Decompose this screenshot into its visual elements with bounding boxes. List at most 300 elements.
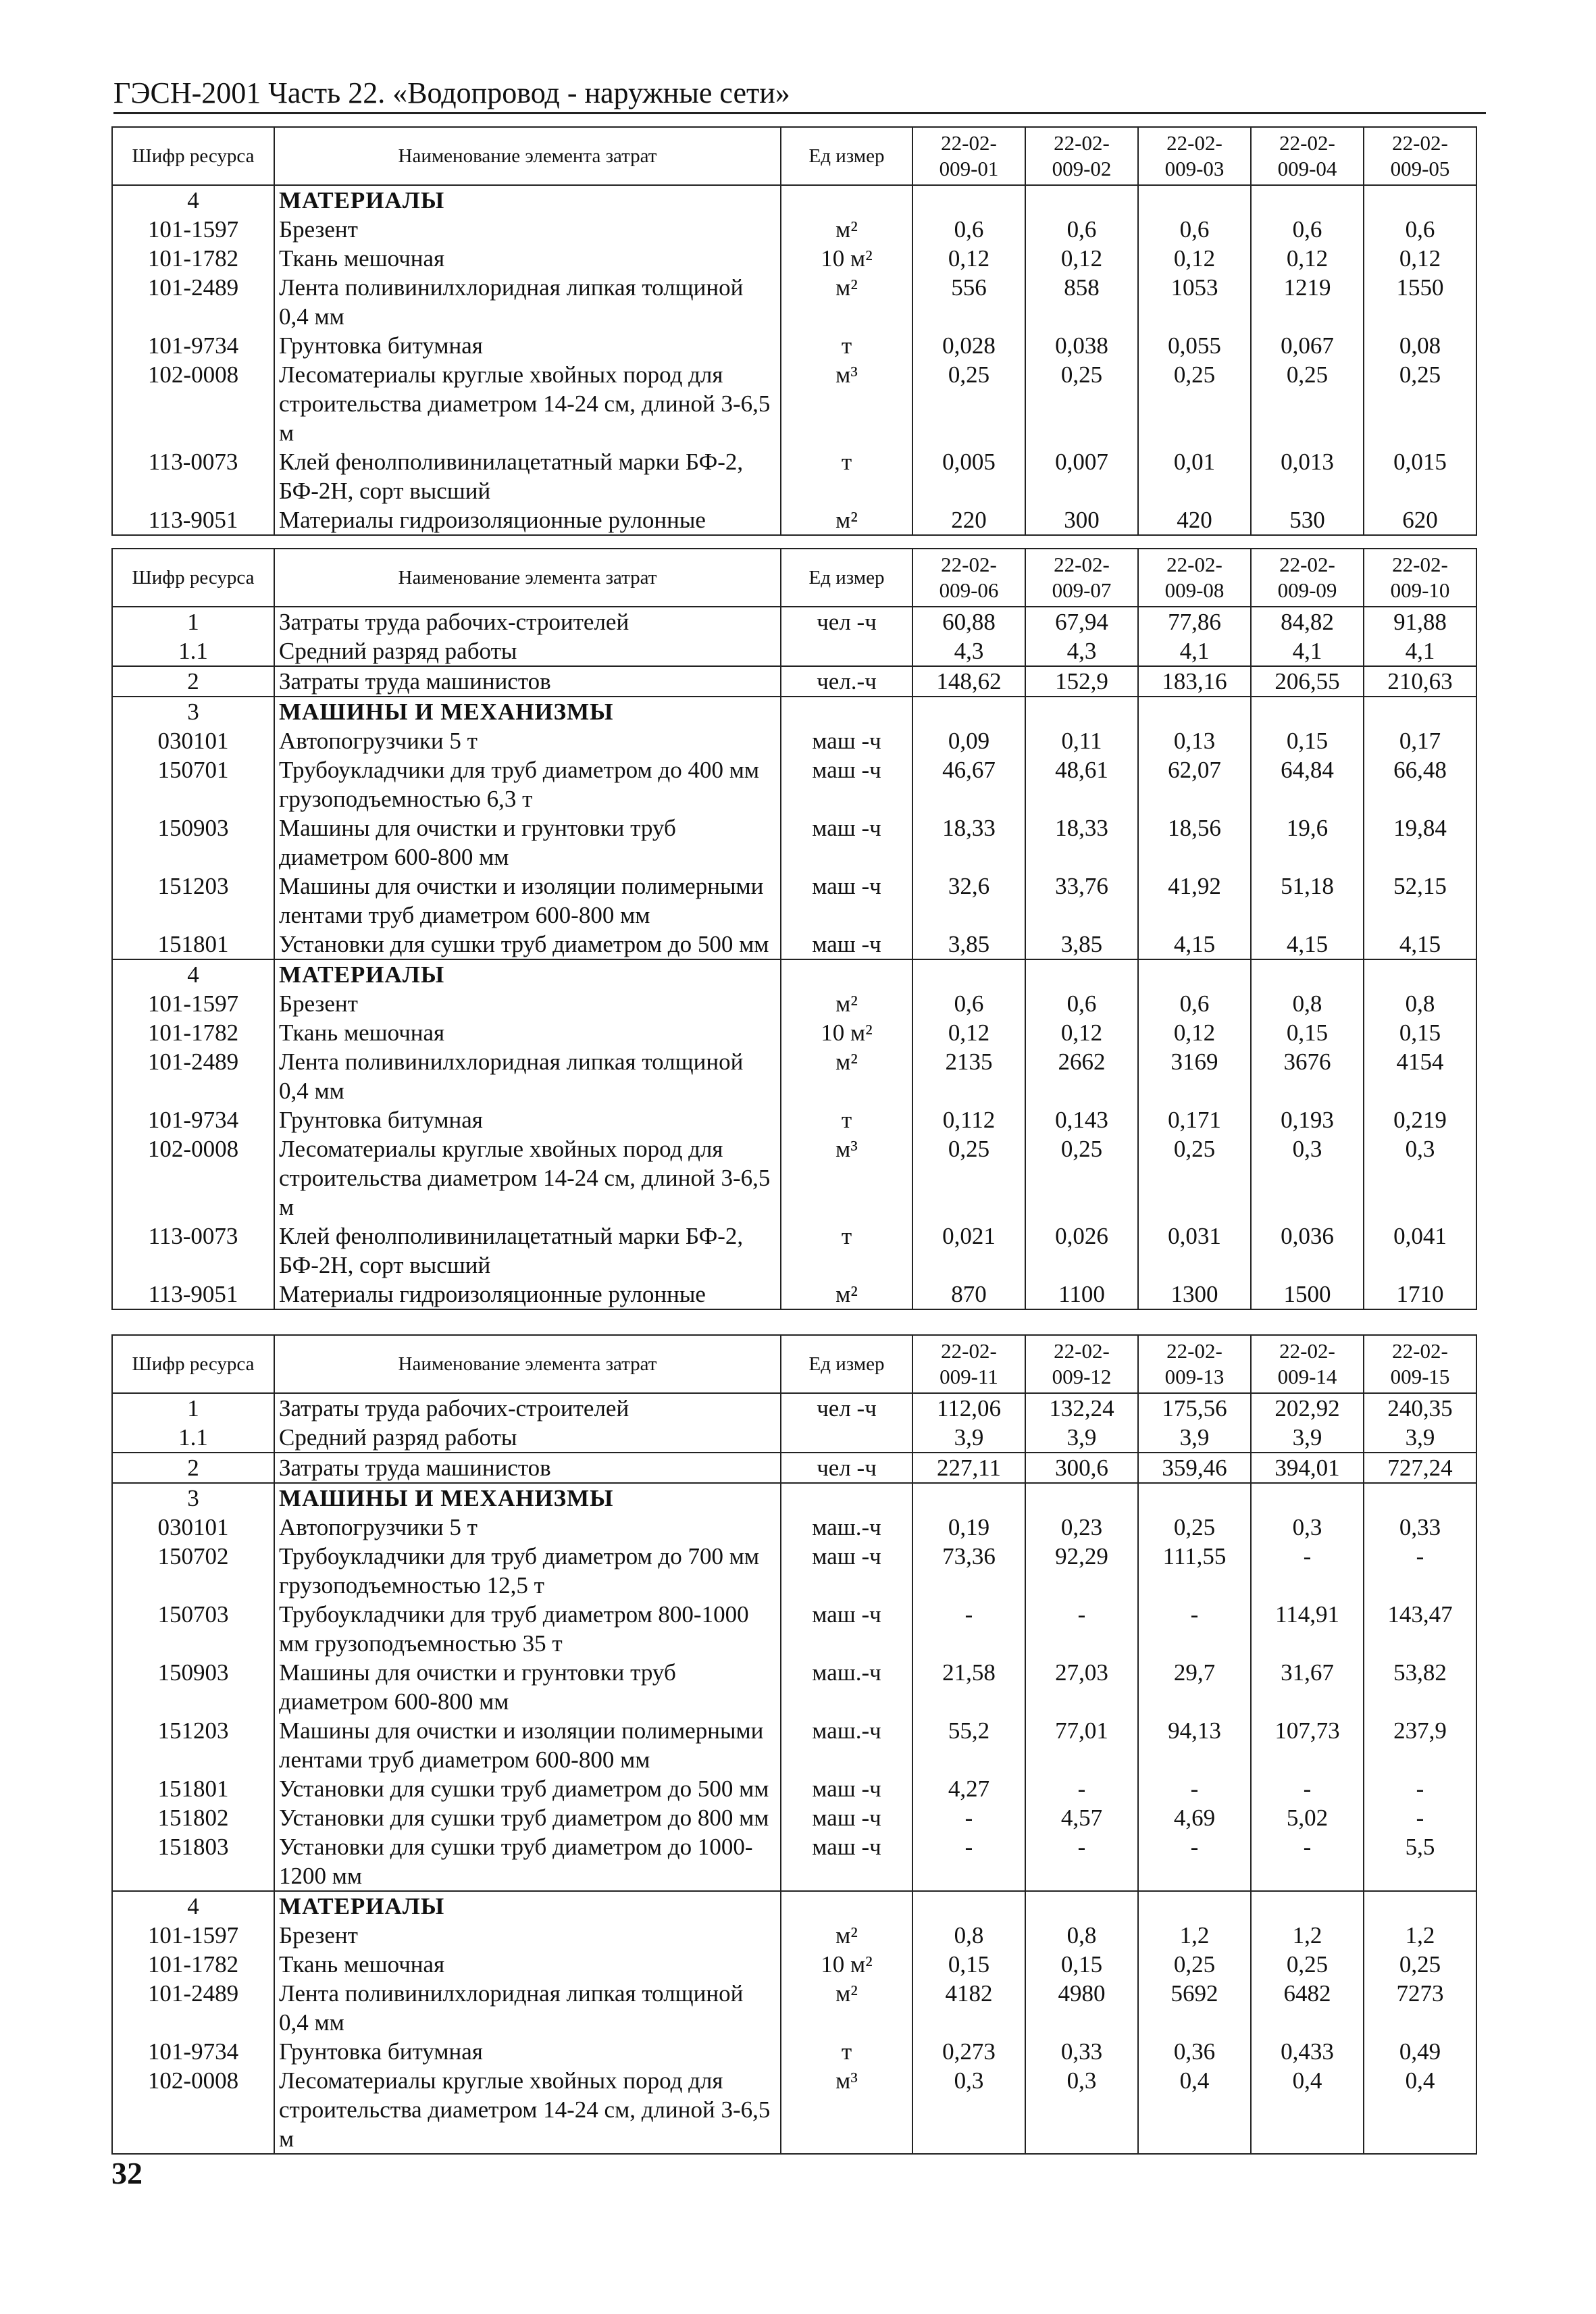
norm-value: 0,11 (1025, 726, 1138, 755)
norm-code-part-1: 22-02- (1392, 1339, 1448, 1363)
norm-value: 1550 (1364, 273, 1476, 331)
norm-value: 0,219 (1364, 1105, 1476, 1134)
resource-name: Брезент (274, 989, 781, 1018)
table-row (112, 1134, 1476, 1222)
resource-code: 1.1 (112, 636, 274, 666)
norm-value: 0,6 (1251, 215, 1364, 244)
norm-code-header (1138, 549, 1251, 607)
norm-code-header (1251, 127, 1364, 185)
norm-value (1138, 697, 1251, 726)
norm-value: 1,2 (1251, 1921, 1364, 1950)
unit-of-measure: т (781, 2037, 912, 2066)
norm-value: 1100 (1025, 1280, 1138, 1309)
resource-name: Установки для сушки труб диаметром до 500 мм (274, 930, 781, 959)
norm-value (1251, 697, 1364, 726)
norm-value: - (912, 1803, 1025, 1832)
norm-value: 394,01 (1251, 1453, 1364, 1483)
norm-value: - (1364, 1542, 1476, 1600)
resource-code: 151203 (112, 1716, 274, 1774)
table-row (112, 447, 1476, 505)
norm-value: 0,4 (1251, 2066, 1364, 2154)
norm-value (1025, 1483, 1138, 1513)
table-row (112, 1803, 1476, 1832)
unit-of-measure: м³ (781, 1134, 912, 1222)
norm-value (912, 697, 1025, 726)
table-row (112, 244, 1476, 273)
unit-of-measure: маш.-ч (781, 1716, 912, 1774)
unit-of-measure: м³ (781, 360, 912, 447)
norm-value: 64,84 (1251, 755, 1364, 813)
norm-value: 0,3 (1251, 1134, 1364, 1222)
norm-value: 84,82 (1251, 607, 1364, 636)
unit-of-measure: чел -ч (781, 1453, 912, 1483)
norm-value: - (1364, 1774, 1476, 1803)
unit-of-measure: м² (781, 1979, 912, 2037)
column-header-name: Наименование элемента затрат (274, 1335, 781, 1393)
section-row (112, 185, 1476, 215)
norm-value: 2135 (912, 1047, 1025, 1105)
norm-code-header (1251, 1335, 1364, 1393)
resource-code: 1 (112, 1393, 274, 1423)
section-title: МАТЕРИАЛЫ (274, 1891, 781, 1921)
resource-name: Грунтовка битумная (274, 2037, 781, 2066)
norm-value: 0,25 (1364, 360, 1476, 447)
norm-value: 300,6 (1025, 1453, 1138, 1483)
resource-code: 150702 (112, 1542, 274, 1600)
norm-value: 0,038 (1025, 331, 1138, 360)
table-row (112, 1979, 1476, 2037)
norm-value: 0,25 (1025, 360, 1138, 447)
norm-value: 1,2 (1138, 1921, 1251, 1950)
norm-value: 0,013 (1251, 447, 1364, 505)
norm-value: 0,15 (1025, 1950, 1138, 1979)
resource-name: Материалы гидроизоляционные рулонные (274, 505, 781, 535)
unit-of-measure: т (781, 331, 912, 360)
unit-of-measure: 10 м² (781, 1950, 912, 1979)
norm-value: 0,25 (912, 360, 1025, 447)
norm-value: 0,25 (1364, 1950, 1476, 1979)
resource-code: 102-0008 (112, 360, 274, 447)
table-row (112, 1921, 1476, 1950)
norm-code-part-2: 009-10 (1390, 578, 1450, 602)
norm-value: 0,09 (912, 726, 1025, 755)
norm-value: 152,9 (1025, 666, 1138, 697)
table-row (112, 505, 1476, 535)
resource-name: Машины для очистки и грунтовки труб диаметром 600-800 мм (274, 1658, 781, 1716)
norm-code-header (1138, 1335, 1251, 1393)
norm-value (912, 1891, 1025, 1921)
norm-code-part-1: 22-02- (1279, 131, 1335, 155)
norm-code-part-1: 22-02- (1392, 553, 1448, 576)
norm-value: - (912, 1832, 1025, 1891)
norm-code-part-2: 009-04 (1277, 157, 1337, 180)
unit-of-measure (781, 1483, 912, 1513)
norm-value: 111,55 (1138, 1542, 1251, 1600)
norm-value: 3169 (1138, 1047, 1251, 1105)
resource-name: Трубоукладчики для труб диаметром до 700 мм грузоподъемностью 12,5 т (274, 1542, 781, 1600)
norm-value: - (1138, 1600, 1251, 1658)
table-row (112, 930, 1476, 959)
norm-value: 3,9 (1138, 1423, 1251, 1453)
norm-value (1251, 959, 1364, 989)
resource-name: Лесоматериалы круглые хвойных пород для строительства диаметром 14-24 см, длиной 3-6,5 м (274, 1134, 781, 1222)
unit-of-measure: маш -ч (781, 755, 912, 813)
resource-code: 101-1597 (112, 215, 274, 244)
unit-of-measure: м² (781, 1047, 912, 1105)
resource-code: 101-9734 (112, 2037, 274, 2066)
norm-value: 0,433 (1251, 2037, 1364, 2066)
resource-name: Грунтовка битумная (274, 331, 781, 360)
unit-of-measure: маш.-ч (781, 1513, 912, 1542)
resource-name: Затраты труда рабочих-строителей (274, 1393, 781, 1423)
resource-code: 151801 (112, 1774, 274, 1803)
resource-code: 113-0073 (112, 447, 274, 505)
norm-value: 0,25 (1251, 1950, 1364, 1979)
norm-value: 0,028 (912, 331, 1025, 360)
norm-value: 0,15 (912, 1950, 1025, 1979)
unit-of-measure (781, 1891, 912, 1921)
resource-name: Средний разряд работы (274, 636, 781, 666)
resource-name: Затраты труда рабочих-строителей (274, 607, 781, 636)
norm-value (1251, 1891, 1364, 1921)
resource-name: Трубоукладчики для труб диаметром 800-1000 мм грузоподъемностью 35 т (274, 1600, 781, 1658)
norm-value: 19,6 (1251, 813, 1364, 872)
resource-code: 151801 (112, 930, 274, 959)
unit-of-measure: м² (781, 215, 912, 244)
norm-value: 0,25 (912, 1134, 1025, 1222)
resource-code: 3 (112, 1483, 274, 1513)
column-header-code: Шифр ресурса (112, 1335, 274, 1393)
resource-code: 030101 (112, 726, 274, 755)
norm-value: 240,35 (1364, 1393, 1476, 1423)
norm-value: 62,07 (1138, 755, 1251, 813)
norm-value: 0,13 (1138, 726, 1251, 755)
norm-value: 0,6 (912, 215, 1025, 244)
header-row (112, 549, 1476, 607)
unit-of-measure (781, 636, 912, 666)
unit-of-measure (781, 1423, 912, 1453)
norm-value: 0,8 (1251, 989, 1364, 1018)
norm-code-header (1025, 549, 1138, 607)
norm-value: 4,69 (1138, 1803, 1251, 1832)
table-row (112, 1280, 1476, 1309)
norm-value: 77,01 (1025, 1716, 1138, 1774)
table-row (112, 755, 1476, 813)
resource-name: Лента поливинилхлоридная липкая толщиной 0,4 мм (274, 273, 781, 331)
norm-value: 51,18 (1251, 872, 1364, 930)
norm-value: 4154 (1364, 1047, 1476, 1105)
norm-code-part-1: 22-02- (941, 131, 997, 155)
norm-value: 0,036 (1251, 1222, 1364, 1280)
norm-value: 3,9 (912, 1423, 1025, 1453)
norm-value: 206,55 (1251, 666, 1364, 697)
resource-name: Затраты труда машинистов (274, 666, 781, 697)
norm-code-header (1364, 549, 1476, 607)
resource-code: 150903 (112, 1658, 274, 1716)
norm-value: 1710 (1364, 1280, 1476, 1309)
section-row (112, 697, 1476, 726)
section-title: МАТЕРИАЛЫ (274, 959, 781, 989)
resource-name: Трубоукладчики для труб диаметром до 400 мм грузоподъемностью 6,3 т (274, 755, 781, 813)
norm-value: 91,88 (1364, 607, 1476, 636)
resource-name: Лента поливинилхлоридная липкая толщиной 0,4 мм (274, 1047, 781, 1105)
norm-value: 0,055 (1138, 331, 1251, 360)
norm-value: 3,9 (1025, 1423, 1138, 1453)
norm-value: 0,08 (1364, 331, 1476, 360)
resource-name: Лента поливинилхлоридная липкая толщиной 0,4 мм (274, 1979, 781, 2037)
unit-of-measure: чел.-ч (781, 666, 912, 697)
norm-value: - (1025, 1774, 1138, 1803)
resource-name: Брезент (274, 1921, 781, 1950)
norm-value: - (1025, 1832, 1138, 1891)
table-row (112, 2037, 1476, 2066)
norm-value: - (1251, 1774, 1364, 1803)
norm-value: 0,4 (1364, 2066, 1476, 2154)
table-row (112, 331, 1476, 360)
resource-code: 101-2489 (112, 1047, 274, 1105)
column-header-code: Шифр ресурса (112, 127, 274, 185)
resource-name: Машины для очистки и изоляции полимерными лентами труб диаметром 600-800 мм (274, 1716, 781, 1774)
norm-value (1364, 1891, 1476, 1921)
unit-of-measure (781, 959, 912, 989)
resource-code: 030101 (112, 1513, 274, 1542)
norm-value: 4,27 (912, 1774, 1025, 1803)
header-row (112, 1335, 1476, 1393)
norm-value: 1053 (1138, 273, 1251, 331)
norm-value: 556 (912, 273, 1025, 331)
norm-code-header (1025, 127, 1138, 185)
norm-value: 148,62 (912, 666, 1025, 697)
resource-code: 151203 (112, 872, 274, 930)
resource-name: Грунтовка битумная (274, 1105, 781, 1134)
table-row (112, 872, 1476, 930)
norm-code-part-1: 22-02- (1166, 1339, 1222, 1363)
resource-name: Установки для сушки труб диаметром до 500 мм (274, 1774, 781, 1803)
norm-value: 3,85 (912, 930, 1025, 959)
norm-value: 32,6 (912, 872, 1025, 930)
unit-of-measure: м² (781, 505, 912, 535)
column-header-name: Наименование элемента затрат (274, 127, 781, 185)
page-number: 32 (111, 2156, 143, 2190)
norm-value: 18,33 (912, 813, 1025, 872)
resource-name: Клей фенолполивинилацетатный марки БФ-2, БФ-2Н, сорт высший (274, 447, 781, 505)
norm-value: 3,9 (1364, 1423, 1476, 1453)
resource-name: Машины для очистки и грунтовки труб диаметром 600-800 мм (274, 813, 781, 872)
unit-of-measure: чел -ч (781, 607, 912, 636)
norm-value: 132,24 (1025, 1393, 1138, 1423)
norm-value: - (1364, 1803, 1476, 1832)
norm-value: 0,36 (1138, 2037, 1251, 2066)
norm-value: 4980 (1025, 1979, 1138, 2037)
norm-code-part-2: 009-08 (1164, 578, 1225, 602)
norm-value (1025, 185, 1138, 215)
page-header-title: ГЭСН-2001 Часть 22. «Водопровод - наружные сети» (113, 76, 790, 109)
norm-code-part-2: 009-05 (1390, 157, 1450, 180)
norm-value: 6482 (1251, 1979, 1364, 2037)
norm-value (1025, 1891, 1138, 1921)
section-row (112, 1483, 1476, 1513)
norm-value: 420 (1138, 505, 1251, 535)
resource-code: 101-1597 (112, 989, 274, 1018)
norm-value: 4,15 (1138, 930, 1251, 959)
resource-code: 102-0008 (112, 1134, 274, 1222)
resource-name: Ткань мешочная (274, 1950, 781, 1979)
norm-value: 46,67 (912, 755, 1025, 813)
norm-code-header (1364, 1335, 1476, 1393)
resource-name: Средний разряд работы (274, 1423, 781, 1453)
resource-code: 4 (112, 1891, 274, 1921)
unit-of-measure: м² (781, 989, 912, 1018)
resource-name: Ткань мешочная (274, 244, 781, 273)
resource-name: Машины для очистки и изоляции полимерными лентами труб диаметром 600-800 мм (274, 872, 781, 930)
norm-value: 18,33 (1025, 813, 1138, 872)
norm-value: 92,29 (1025, 1542, 1138, 1600)
norm-value: 3,9 (1251, 1423, 1364, 1453)
norm-value: 727,24 (1364, 1453, 1476, 1483)
norm-value (912, 959, 1025, 989)
table-row (112, 1105, 1476, 1134)
norm-code-header (912, 1335, 1025, 1393)
norm-value (1251, 185, 1364, 215)
column-header-unit: Ед измер (781, 549, 912, 607)
norm-code-part-2: 009-14 (1277, 1365, 1337, 1388)
norm-value: 0,3 (912, 2066, 1025, 2154)
norm-value: 0,12 (912, 244, 1025, 273)
table-row (112, 607, 1476, 636)
norm-value: 0,15 (1251, 726, 1364, 755)
table-row (112, 1393, 1476, 1423)
table-row (112, 1600, 1476, 1658)
table-row (112, 813, 1476, 872)
unit-of-measure: т (781, 447, 912, 505)
resource-code: 151803 (112, 1832, 274, 1891)
norm-value: 66,48 (1364, 755, 1476, 813)
resource-code: 4 (112, 959, 274, 989)
unit-of-measure: маш -ч (781, 1600, 912, 1658)
norm-code-part-1: 22-02- (1392, 131, 1448, 155)
column-header-unit: Ед измер (781, 127, 912, 185)
resource-code: 2 (112, 666, 274, 697)
norm-value: 359,46 (1138, 1453, 1251, 1483)
norm-value: 0,19 (912, 1513, 1025, 1542)
resource-code: 101-1782 (112, 1950, 274, 1979)
table-row (112, 215, 1476, 244)
norm-value: 29,7 (1138, 1658, 1251, 1716)
table-row (112, 1423, 1476, 1453)
resource-code: 150903 (112, 813, 274, 872)
unit-of-measure: м³ (781, 2066, 912, 2154)
norm-code-part-1: 22-02- (1054, 131, 1110, 155)
norm-value: 0,25 (1251, 360, 1364, 447)
norm-value: 858 (1025, 273, 1138, 331)
norm-value: 143,47 (1364, 1600, 1476, 1658)
norm-value: 0,33 (1025, 2037, 1138, 2066)
unit-of-measure (781, 697, 912, 726)
norm-value: 3676 (1251, 1047, 1364, 1105)
norm-code-part-1: 22-02- (941, 1339, 997, 1363)
column-header-code: Шифр ресурса (112, 549, 274, 607)
resource-code: 150703 (112, 1600, 274, 1658)
norm-code-part-1: 22-02- (1054, 1339, 1110, 1363)
norm-value: 1,2 (1364, 1921, 1476, 1950)
norm-value: 620 (1364, 505, 1476, 535)
norm-value: 0,25 (1138, 1950, 1251, 1979)
norm-code-header (1025, 1335, 1138, 1393)
norm-value: 0,25 (1025, 1134, 1138, 1222)
norm-value: 300 (1025, 505, 1138, 535)
norm-value: 0,12 (1364, 244, 1476, 273)
norm-code-header (912, 127, 1025, 185)
resource-code: 1.1 (112, 1423, 274, 1453)
table-row (112, 636, 1476, 666)
norm-value: 4,15 (1251, 930, 1364, 959)
norm-value: 0,6 (1138, 215, 1251, 244)
norm-code-part-2: 009-02 (1052, 157, 1112, 180)
unit-of-measure: м² (781, 273, 912, 331)
resource-code: 101-1782 (112, 244, 274, 273)
resource-name: Лесоматериалы круглые хвойных пород для строительства диаметром 14-24 см, длиной 3-6,5 м (274, 360, 781, 447)
norm-code-part-2: 009-07 (1052, 578, 1112, 602)
norm-code-part-1: 22-02- (941, 553, 997, 576)
resource-code: 3 (112, 697, 274, 726)
norm-value: 0,12 (1251, 244, 1364, 273)
norm-value: 5,02 (1251, 1803, 1364, 1832)
table-row (112, 1716, 1476, 1774)
resource-code: 150701 (112, 755, 274, 813)
section-title: МАШИНЫ И МЕХАНИЗМЫ (274, 697, 781, 726)
resource-code: 101-2489 (112, 273, 274, 331)
resource-name: Автопогрузчики 5 т (274, 1513, 781, 1542)
norm-value (1364, 697, 1476, 726)
norm-value: 0,026 (1025, 1222, 1138, 1280)
norm-value: 0,015 (1364, 447, 1476, 505)
resource-name: Установки для сушки труб диаметром до 1000-1200 мм (274, 1832, 781, 1891)
norm-value (1138, 959, 1251, 989)
norm-value: 27,03 (1025, 1658, 1138, 1716)
norm-value: 0,49 (1364, 2037, 1476, 2066)
unit-of-measure: т (781, 1222, 912, 1280)
norm-value: 0,193 (1251, 1105, 1364, 1134)
table-row (112, 1453, 1476, 1483)
norm-value (1138, 1483, 1251, 1513)
norm-value: - (1251, 1832, 1364, 1891)
resource-code: 101-9734 (112, 1105, 274, 1134)
norm-code-part-1: 22-02- (1166, 553, 1222, 576)
norm-code-part-1: 22-02- (1279, 553, 1335, 576)
norm-value: 4,57 (1025, 1803, 1138, 1832)
resource-code: 151802 (112, 1803, 274, 1832)
norm-value: 55,2 (912, 1716, 1025, 1774)
norm-value: 175,56 (1138, 1393, 1251, 1423)
norm-code-part-2: 009-01 (939, 157, 999, 180)
unit-of-measure: м² (781, 1280, 912, 1309)
resource-code: 113-9051 (112, 1280, 274, 1309)
norm-code-part-2: 009-09 (1277, 578, 1337, 602)
resource-code: 113-0073 (112, 1222, 274, 1280)
resource-name: Установки для сушки труб диаметром до 800 мм (274, 1803, 781, 1832)
norm-value (912, 1483, 1025, 1513)
norm-value: 183,16 (1138, 666, 1251, 697)
norm-value (1025, 959, 1138, 989)
norm-value (1364, 185, 1476, 215)
norm-code-part-1: 22-02- (1279, 1339, 1335, 1363)
unit-of-measure: маш -ч (781, 1542, 912, 1600)
table-row (112, 1513, 1476, 1542)
section-title: МАШИНЫ И МЕХАНИЗМЫ (274, 1483, 781, 1513)
unit-of-measure: м² (781, 1921, 912, 1950)
resource-code: 102-0008 (112, 2066, 274, 2154)
norm-value: 60,88 (912, 607, 1025, 636)
